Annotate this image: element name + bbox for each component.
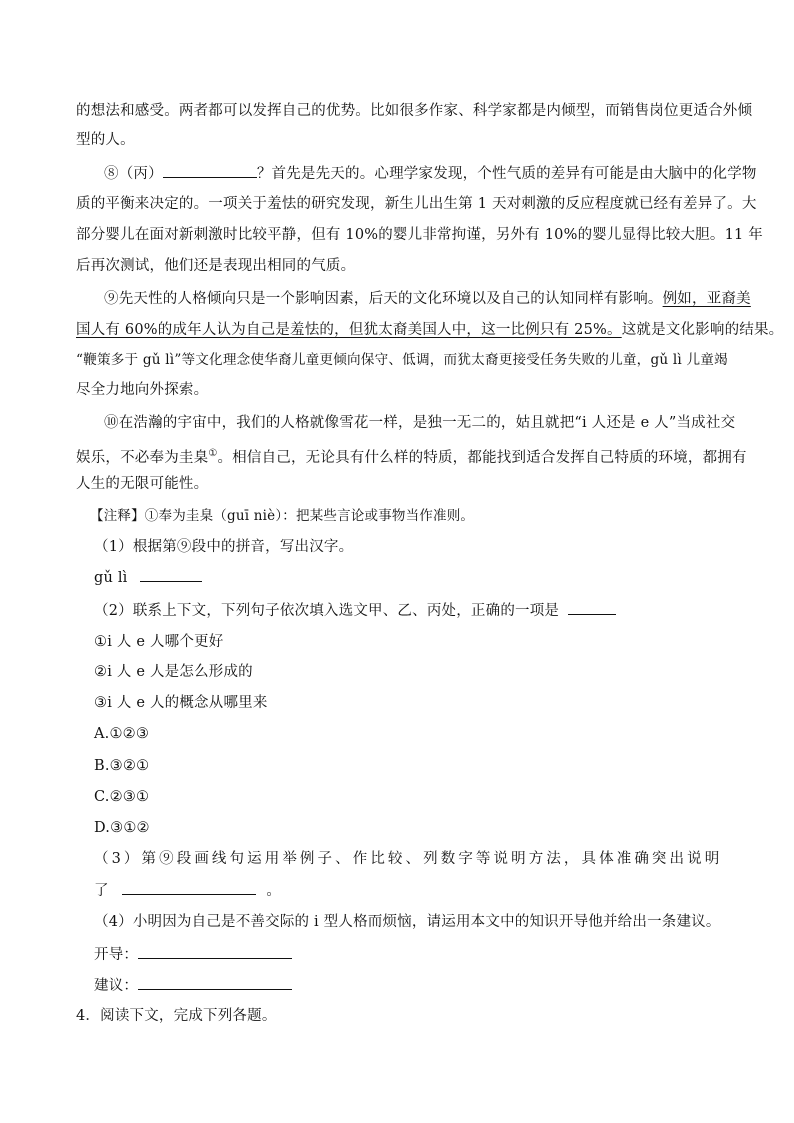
p8-line-2: 质的平衡来决定的。一项关于羞怯的研究发现，新生儿出生第 1 天对刺激的反应程度就已经有差异了。大 xyxy=(76,196,757,212)
q2-item-2: ②i 人 e 人是怎么形成的 xyxy=(94,664,253,680)
question-2-text: （2）联系上下文，下列句子依次填入选文甲、乙、丙处，正确的一项是 xyxy=(94,603,560,619)
blank-bing[interactable] xyxy=(163,163,257,178)
p7-line-1: 的想法和感受。两者都可以发挥自己的优势。比如很多作家、科学家都是内倾型，而销售岗位更适合外倾 xyxy=(76,103,753,119)
q4-advice-blank[interactable] xyxy=(138,975,292,990)
p9-line-2 xyxy=(76,320,783,340)
p8-line-1 xyxy=(104,163,757,184)
p9-line-1-plain: ⑨先天性的人格倾向只是一个影响因素，后天的文化环境以及自己的认知同样有影响。 xyxy=(104,291,663,307)
q4-guide-label: 开导： xyxy=(94,947,139,963)
q3-line-2-b: 。 xyxy=(266,883,282,899)
p10-line-2-b: 。相信自己，无论具有什么样的特质，都能找到适合发挥自己特质的环境，都拥有 xyxy=(217,449,747,466)
q4-guide-row xyxy=(94,944,292,965)
p10-line-3: 人生的无限可能性。 xyxy=(76,476,209,492)
p10-line-1: ⑩在浩瀚的宇宙中，我们的人格就像雪花一样，是独一无二的，姑且就把“i 人还是 e 人”当成社交 xyxy=(104,415,736,431)
q2-option-c[interactable]: C.②③① xyxy=(94,789,150,805)
p9-line-1 xyxy=(104,289,751,309)
p9-line-4: 尽全力地向外探索。 xyxy=(76,382,209,398)
q4-advice-label: 建议： xyxy=(94,978,139,994)
q1-answer-row xyxy=(94,567,202,588)
p9-underlined-sentence: 国人有 60%的成年人认为自己是羞怯的，但犹太裔美国人中，这一比例只有 25%。 xyxy=(76,322,622,338)
question-2 xyxy=(94,600,616,621)
p8-line-1-text: ？首先是先天的。心理学家发现，个性气质的差异有可能是由大脑中的化学物 xyxy=(256,166,757,182)
q1-answer-blank[interactable] xyxy=(140,567,202,582)
p8-line-3: 部分婴儿在面对新刺激时比较平静，但有 10%的婴儿非常拘谨，另外有 10%的婴儿显得比较大胆。11 年 xyxy=(76,227,763,243)
p9-line-3: “鞭策多于 gǔ lì”等文化理念使华裔儿童更倾向保守、低调，而犹太裔更接受任务失败的儿童，gǔ lì 儿童竭 xyxy=(76,352,728,368)
annotation-note: 【注释】①奉为圭臬（guī niè）：把某些言论或事物当作准则。 xyxy=(90,508,475,524)
question-3: （3）第⑨段画线句运用举例子、作比较、列数字等说明方法，具体准确突出说明 xyxy=(94,851,723,867)
p7-line-2: 型的人。 xyxy=(76,132,135,148)
q1-pinyin: gǔ lì xyxy=(94,570,128,586)
q2-answer-blank[interactable] xyxy=(568,600,616,615)
next-question-heading: 4．阅读下文，完成下列各题。 xyxy=(76,1008,277,1024)
q4-guide-blank[interactable] xyxy=(138,944,292,959)
q2-item-1: ①i 人 e 人哪个更好 xyxy=(94,634,224,650)
q2-item-3: ③i 人 e 人的概念从哪里来 xyxy=(94,695,268,711)
question-4: （4）小明因为自己是不善交际的 i 型人格而烦恼，请运用本文中的知识开导他并给出一条建议。 xyxy=(94,914,721,930)
q2-option-b[interactable]: B.③②① xyxy=(94,758,150,774)
q2-option-d[interactable]: D.③①② xyxy=(94,820,150,836)
p9-line-2-plain: 这就是文化影响的结果。 xyxy=(621,322,784,338)
q2-option-a[interactable]: A.①②③ xyxy=(94,726,150,742)
p10-line-2 xyxy=(76,444,747,468)
question-1: （1）根据第⑨段中的拼音，写出汉字。 xyxy=(94,539,354,555)
footnote-marker: ① xyxy=(208,448,218,459)
q3-answer-blank[interactable] xyxy=(122,880,256,895)
q4-advice-row xyxy=(94,975,292,996)
p8-number: ⑧（丙） xyxy=(104,166,163,182)
p8-line-4: 后再次测试，他们还是表现出相同的气质。 xyxy=(76,258,356,274)
q3-answer-row xyxy=(94,880,281,901)
p9-underlined-start: 例如，亚裔美 xyxy=(662,291,751,307)
p10-line-2-a: 娱乐，不必奉为圭臬 xyxy=(76,449,209,466)
q3-line-2-a: 了 xyxy=(94,883,109,899)
